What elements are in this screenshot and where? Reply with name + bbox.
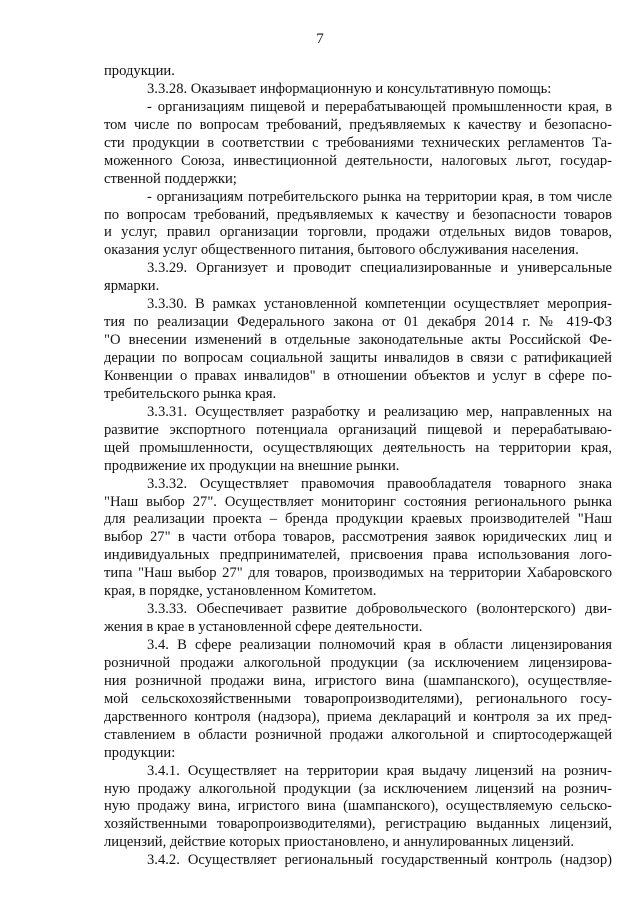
text-line: дерации по вопросам социальной защиты инвалидов в связи с ратификацией <box>104 350 612 366</box>
text-line: хозяйственными товаропроизводителями), регистрацию выданных лицензий, <box>104 816 612 833</box>
text-line: - организациям пищевой и перерабатывающей промышленности края, в <box>147 98 612 115</box>
text-line: для реализации проекта – бренда продукции краевых производителей "Наш <box>104 511 612 528</box>
text-line: продукции. <box>104 63 175 79</box>
text-line: тия по реализации Федерального закона от 01 декабря 2014 г. № 419-ФЗ <box>104 314 612 331</box>
text-line: 3.3.32. Осуществляет правомочия правообладателя товарного знака <box>147 475 612 492</box>
text-line: 3.3.33. Обеспечивает развитие добровольческого (волонтерского) дви- <box>147 601 612 618</box>
text-line: по вопросам требований, предъявляемых к качеству и безопасности товаров <box>104 206 612 223</box>
text-line: лицензий, действие которых приостановлено, и аннулированных лицензий. <box>104 834 574 851</box>
text-line: 3.3.29. Организует и проводит специализированные и универсальные <box>147 260 612 277</box>
text-line: и услуг, правил организации торговли, продажи отдельных видов товаров, <box>104 224 612 241</box>
text-line: щей промышленности, осуществляющих деятельность на территории края, <box>104 439 612 456</box>
text-line: "Наш выбор 27". Осуществляет мониторинг состояния регионального рынка <box>104 493 612 510</box>
text-line: розничной продажи алкогольной продукции (за исключением лицензирова- <box>104 654 612 671</box>
text-line: жения в крае в установленной сфере деятельности. <box>104 619 423 636</box>
text-line: 3.4.2. Осуществляет региональный государственный контроль (надзор) <box>147 852 612 869</box>
text-line: выбор 27" в части отбора товаров, рассмотрения заявок юридических лиц и <box>104 529 612 546</box>
text-line: сти продукции в соответствии с требованиями технических регламентов Та- <box>104 134 612 151</box>
text-line: "О внесении изменений в отдельные законодательные акты Российской Фе- <box>104 332 612 349</box>
text-line: дарственного контроля (надзора), приема деклараций и контроля за их пред- <box>104 708 612 725</box>
text-line: индивидуальных предпринимателей, присвоения права использования лого- <box>104 547 612 564</box>
page-number: 7 <box>316 31 324 47</box>
text-line: 3.4. В сфере реализации полномочий края в области лицензирования <box>147 637 612 653</box>
document-body <box>104 63 612 870</box>
text-line: - организациям потребительского рынка на территории края, в том числе <box>147 188 612 205</box>
text-line: ственной поддержки; <box>104 170 237 187</box>
text-line: 3.3.31. Осуществляет разработку и реализацию мер, направленных на <box>147 403 612 420</box>
text-line: ную продажу вина, игристого вина (шампанского), осуществляемую сельско- <box>104 798 612 815</box>
text-line: продвижение их продукции на внешние рынки. <box>104 457 400 474</box>
text-line: оказания услуг общественного питания, бытового обслуживания населения. <box>104 242 579 259</box>
text-line: продукции: <box>104 744 176 761</box>
text-line: ную продажу алкогольной продукции (за исключением лицензий на рознич- <box>104 780 612 797</box>
text-line: Конвенции о правах инвалидов" в отношении объектов и услуг в сфере по- <box>104 367 612 384</box>
text-line: 3.4.1. Осуществляет на территории края выдачу лицензий на рознич- <box>147 762 612 779</box>
text-line: развитие экспортного потенциала организаций пищевой и перерабатываю- <box>104 421 612 438</box>
text-line: типа "Наш выбор 27" для товаров, производимых на территории Хабаровского <box>104 565 612 582</box>
text-line: ния розничной продажи вина, игристого вина (шампанского), осуществляе- <box>104 672 612 689</box>
text-line: 3.3.30. В рамках установленной компетенции осуществляет мероприя- <box>147 296 612 313</box>
text-line: края, в порядке, установленном Комитетом. <box>104 583 377 600</box>
text-line: ярмарки. <box>104 278 160 295</box>
text-line: том числе по вопросам требований, предъявляемых к качеству и безопасно- <box>104 116 612 133</box>
text-line: требительского рынка края. <box>104 385 277 402</box>
text-line: 3.3.28. Оказывает информационную и консультативную помощь: <box>147 80 552 97</box>
text-line: моженного Союза, инвестиционной деятельности, налоговых льгот, государ- <box>104 152 612 169</box>
text-line: мой сельскохозяйственными товаропроизводителями), регионального госу- <box>104 690 612 707</box>
text-line: ставлением в области розничной продажи алкогольной и спиртосодержащей <box>104 726 612 743</box>
